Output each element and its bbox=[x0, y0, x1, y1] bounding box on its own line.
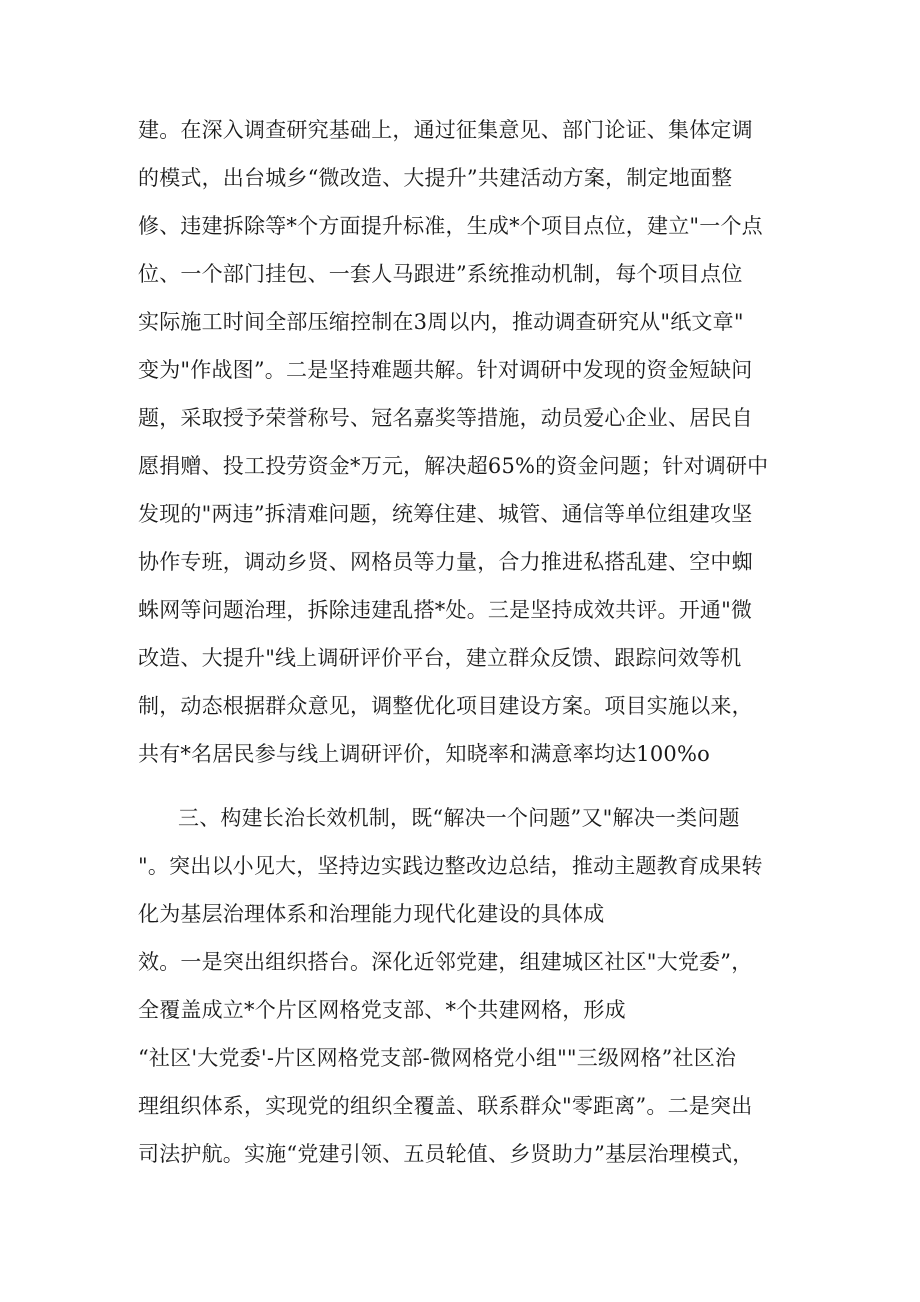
text-line: 的模式，出台城乡“微改造、大提升”共建活动方案，制定地面整 bbox=[138, 166, 733, 190]
text-line: 协作专班，调动乡贤、网格员等力量，合力推进私搭乱建、空中蜘 bbox=[138, 550, 753, 574]
text-line: 题，采取授予荣誉称号、冠名嘉奖等措施，动员爱心企业、居民自 bbox=[138, 406, 753, 430]
text-line: 司法护航。实施“党建引领、五员轮值、乡贤助力”基层治理模式， bbox=[138, 1142, 754, 1166]
text-line: 实际施工时间全部压缩控制在3周以内，推动调查研究从"纸文章" bbox=[138, 310, 744, 334]
text-line: “社区'大党委'-片区网格党支部-微网格党小组""三级网格”社区治 bbox=[138, 1046, 737, 1070]
text-line: 化为基层治理体系和治理能力现代化建设的具体成 bbox=[138, 902, 605, 926]
text-line: 位、一个部门挂包、一套人马跟进”系统推动机制，每个项目点位 bbox=[138, 262, 743, 286]
text-line: 变为"作战图”。二是坚持难题共解。针对调研中发现的资金短缺问 bbox=[138, 358, 753, 382]
text-line: 发现的"两违”拆清难问题，统筹住建、城管、通信等单位组建攻坚 bbox=[138, 502, 753, 526]
section-heading-line: 三、构建长治长效机制，既“解决一个问题”又"解决一类问题 bbox=[178, 806, 740, 830]
text-line: 理组织体系，实现党的组织全覆盖、联系群众"零距离”。二是突出 bbox=[138, 1094, 753, 1118]
text-line: 制，动态根据群众意见，调整优化项目建设方案。项目实施以来， bbox=[138, 694, 753, 718]
text-line: 愿捐赠、投工投劳资金*万元，解决超65%的资金问题；针对调研中 bbox=[138, 454, 769, 478]
text-line: 建。在深入调查研究基础上，通过征集意见、部门论证、集体定调 bbox=[138, 118, 753, 142]
text-line: "。突出以小见大，坚持边实践边整改边总结，推动主题教育成果转 bbox=[138, 854, 763, 878]
text-line: 蛛网等问题治理，拆除违建乱搭*处。三是坚持成效共评。开通"微 bbox=[138, 598, 753, 622]
text-line: 修、违建拆除等*个方面提升标准，生成*个项目点位，建立"一个点 bbox=[138, 214, 763, 238]
text-line: 共有*名居民参与线上调研评价，知晓率和满意率均达100%o bbox=[138, 742, 710, 766]
text-line: 改造、大提升"线上调研评价平台，建立群众反馈、跟踪问效等机 bbox=[138, 646, 742, 670]
text-line: 全覆盖成立*个片区网格党支部、*个共建网格，形成 bbox=[138, 998, 626, 1022]
text-line: 效。一是突出组织搭台。深化近邻党建，组建城区社区"大党委”， bbox=[138, 950, 753, 974]
